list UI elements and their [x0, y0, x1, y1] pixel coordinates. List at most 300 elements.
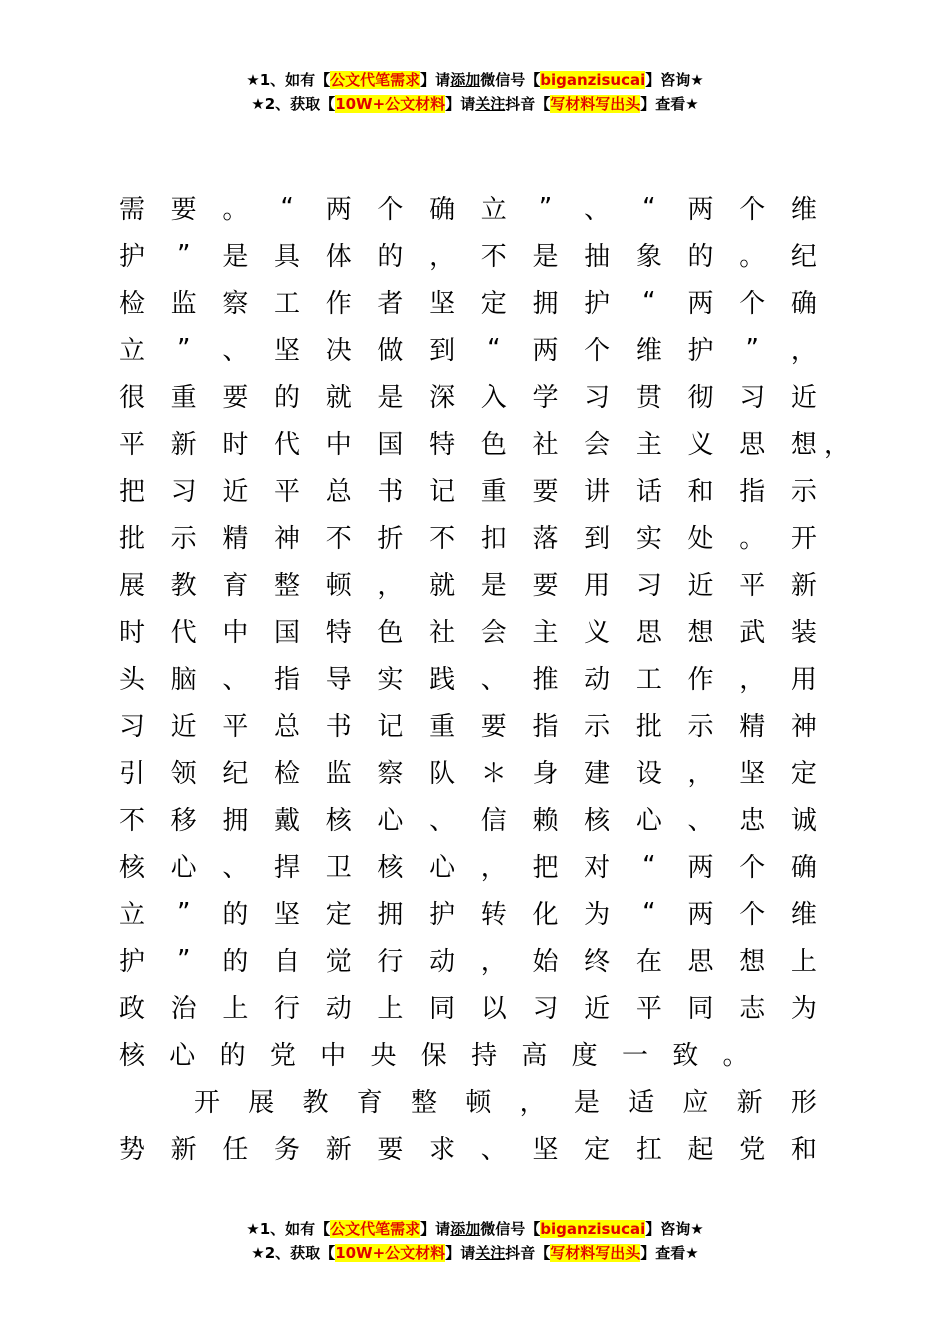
text-line — [118, 1077, 818, 1124]
text-char: 践 — [429, 665, 456, 695]
text-char: 。 — [722, 1041, 749, 1071]
text-char: 装 — [790, 618, 817, 648]
text-char: 、 — [222, 665, 249, 695]
text-char: 定 — [790, 759, 817, 789]
text-char: 近 — [222, 477, 249, 507]
text-char: 、 — [222, 336, 249, 366]
text-char: 入 — [480, 383, 507, 413]
text-char: 重 — [429, 712, 456, 742]
text-char: ， — [429, 242, 456, 272]
text-char: 应 — [682, 1088, 709, 1118]
text-char: 纪 — [222, 759, 249, 789]
text-char: 维 — [635, 336, 662, 366]
text-char: 神 — [274, 524, 301, 554]
text-char: 国 — [274, 618, 301, 648]
text-char: 决 — [325, 336, 352, 366]
text-char: 平 — [222, 712, 249, 742]
text-char: 近 — [170, 712, 197, 742]
text-char: 、 — [222, 853, 249, 883]
text-char: 拥 — [377, 900, 404, 930]
text-char: “ — [642, 897, 656, 928]
text-char: 监 — [170, 289, 197, 319]
text-char: 个 — [739, 900, 766, 930]
text-line — [118, 278, 818, 325]
text-char: 自 — [274, 947, 301, 977]
text-char: 诚 — [790, 806, 817, 836]
text-char: 核 — [118, 853, 145, 883]
text-char: 卫 — [325, 853, 352, 883]
text-char: 时 — [222, 430, 249, 460]
text-char: 定 — [325, 900, 352, 930]
text-char: 纪 — [790, 242, 817, 272]
text-char: 势 — [118, 1135, 145, 1165]
text-line — [118, 325, 818, 372]
text-char: 为 — [790, 994, 817, 1024]
text-line — [118, 795, 818, 842]
highlight-douyin: 写材料写出头 — [550, 1244, 641, 1262]
text-char: 上 — [790, 947, 817, 977]
text-char: “ — [487, 333, 501, 364]
text-line — [118, 889, 818, 936]
text-char: 领 — [170, 759, 197, 789]
text-char: 上 — [222, 994, 249, 1024]
text-char: 对 — [584, 853, 611, 883]
text-char: ” — [176, 333, 191, 364]
text-char: 两 — [325, 195, 352, 225]
text-char: 到 — [429, 336, 456, 366]
text-char: 示 — [584, 712, 611, 742]
text-char: 时 — [118, 618, 145, 648]
text-char: 检 — [274, 759, 301, 789]
text-char: 作 — [687, 665, 714, 695]
text-char: 和 — [687, 477, 714, 507]
text-char: 同 — [429, 994, 456, 1024]
text-char: 赖 — [532, 806, 559, 836]
text-line — [118, 607, 818, 654]
text-char: 确 — [790, 289, 817, 319]
text-char: 。 — [739, 242, 766, 272]
text-char: 社 — [532, 430, 559, 460]
text-char: 重 — [480, 477, 507, 507]
text-char: ” — [176, 897, 191, 928]
text-char: 很 — [118, 383, 145, 413]
text-line — [118, 1030, 818, 1077]
text-char: ” — [745, 333, 759, 364]
text-char: 动 — [325, 994, 352, 1024]
text-char: 致 — [672, 1041, 699, 1071]
text-char: 折 — [377, 524, 404, 554]
text-char: 移 — [170, 806, 197, 836]
text-char: 核 — [325, 806, 352, 836]
text-char: 、 — [429, 806, 456, 836]
banner-line-1: ★1、如有【公文代笔需求】请添加微信号【biganzisucai】咨询★ — [246, 1220, 704, 1238]
text-line — [118, 419, 850, 466]
text-char: 动 — [584, 665, 611, 695]
text-char: 示 — [687, 712, 714, 742]
text-char: 新 — [325, 1135, 352, 1165]
text-char: 护 — [584, 289, 611, 319]
text-char: 心 — [377, 806, 404, 836]
text-char: 戴 — [274, 806, 301, 836]
text-char: 用 — [584, 571, 611, 601]
text-char: 头 — [118, 665, 145, 695]
highlight-wechat-id: biganzisucai — [540, 71, 646, 89]
text-char: 、 — [480, 665, 507, 695]
text-char: 信 — [480, 806, 507, 836]
text-char: 具 — [274, 242, 301, 272]
text-char: 捍 — [274, 853, 301, 883]
text-char: ＊ — [480, 759, 507, 789]
text-char: 精 — [222, 524, 249, 554]
text-char: 代 — [170, 618, 197, 648]
text-char: 行 — [377, 947, 404, 977]
text-char: 化 — [532, 900, 559, 930]
text-char: 确 — [790, 853, 817, 883]
document-body — [118, 184, 850, 1171]
text-char: 到 — [584, 524, 611, 554]
text-char: 习 — [170, 477, 197, 507]
text-char: 学 — [532, 383, 559, 413]
text-char: ， — [480, 853, 507, 883]
text-char: 核 — [118, 1041, 145, 1071]
text-char: 立 — [118, 336, 145, 366]
text-char: 队 — [429, 759, 456, 789]
text-char: 任 — [222, 1135, 249, 1165]
text-char: 两 — [687, 853, 714, 883]
text-char: 一 — [621, 1041, 648, 1071]
text-char: “ — [642, 286, 656, 317]
text-char: 政 — [118, 994, 145, 1024]
text-line — [118, 748, 818, 795]
banner-line-1: ★1、如有【公文代笔需求】请添加微信号【biganzisucai】咨询★ — [246, 71, 704, 89]
text-char: 近 — [687, 571, 714, 601]
text-char: 色 — [377, 618, 404, 648]
text-char: 习 — [584, 383, 611, 413]
text-char: 党 — [739, 1135, 766, 1165]
text-char: 习 — [635, 571, 662, 601]
text-char: 批 — [118, 524, 145, 554]
text-char: 实 — [635, 524, 662, 554]
text-char: 个 — [584, 336, 611, 366]
text-char: 心 — [169, 1041, 196, 1071]
text-char: 开 — [790, 524, 817, 554]
text-char: 顿 — [465, 1088, 492, 1118]
text-char: 神 — [790, 712, 817, 742]
header-banner — [0, 68, 950, 116]
text-char: 讲 — [584, 477, 611, 507]
text-char: 是 — [480, 571, 507, 601]
text-char: ， — [519, 1088, 546, 1118]
text-char: 育 — [222, 571, 249, 601]
text-char: ， — [377, 571, 404, 601]
text-char: ， — [823, 430, 850, 460]
text-char: 定 — [584, 1135, 611, 1165]
text-char: 行 — [274, 994, 301, 1024]
text-line — [118, 654, 818, 701]
text-char: 重 — [170, 383, 197, 413]
text-char: 新 — [170, 1135, 197, 1165]
text-char: 开 — [193, 1088, 220, 1118]
text-char: 书 — [325, 712, 352, 742]
text-char: 平 — [118, 430, 145, 460]
text-char: 作 — [325, 289, 352, 319]
text-char: 检 — [118, 289, 145, 319]
text-char: 整 — [274, 571, 301, 601]
text-char: 。 — [739, 524, 766, 554]
text-char: 武 — [739, 618, 766, 648]
text-char: 持 — [471, 1041, 498, 1071]
text-char: 心 — [635, 806, 662, 836]
text-char: 上 — [377, 994, 404, 1024]
text-char: 用 — [790, 665, 817, 695]
text-char: 治 — [170, 994, 197, 1024]
text-char: “ — [280, 192, 294, 223]
text-char: 特 — [325, 618, 352, 648]
text-char: 扛 — [635, 1135, 662, 1165]
text-char: ” — [176, 239, 191, 270]
text-char: 转 — [480, 900, 507, 930]
text-char: 深 — [429, 383, 456, 413]
text-char: ， — [687, 759, 714, 789]
text-char: 指 — [739, 477, 766, 507]
text-char: 扣 — [480, 524, 507, 554]
text-char: 形 — [790, 1088, 817, 1118]
text-char: 代 — [274, 430, 301, 460]
text-char: 的 — [687, 242, 714, 272]
text-char: 主 — [635, 430, 662, 460]
text-char: 、 — [480, 1135, 507, 1165]
text-char: 身 — [532, 759, 559, 789]
text-char: 是 — [532, 242, 559, 272]
text-char: 展 — [248, 1088, 275, 1118]
text-char: 主 — [532, 618, 559, 648]
text-char: 中 — [222, 618, 249, 648]
text-char: 就 — [325, 383, 352, 413]
text-char: 抽 — [584, 242, 611, 272]
text-char: 社 — [429, 618, 456, 648]
text-char: 思 — [739, 430, 766, 460]
text-char: 思 — [687, 947, 714, 977]
text-char: ， — [739, 665, 766, 695]
highlight-douyin: 写材料写出头 — [550, 95, 641, 113]
text-char: 顿 — [325, 571, 352, 601]
text-char: 动 — [429, 947, 456, 977]
text-line — [118, 372, 818, 419]
text-char: 护 — [118, 242, 145, 272]
text-char: ， — [790, 336, 817, 366]
text-char: 两 — [687, 195, 714, 225]
text-char: 书 — [377, 477, 404, 507]
text-char: 者 — [377, 289, 404, 319]
text-char: 适 — [628, 1088, 655, 1118]
text-char: 新 — [170, 430, 197, 460]
text-char: 平 — [739, 571, 766, 601]
text-char: 务 — [274, 1135, 301, 1165]
text-char: 把 — [532, 853, 559, 883]
text-char: 为 — [584, 900, 611, 930]
footer-banner — [0, 1217, 950, 1265]
text-char: 是 — [573, 1088, 600, 1118]
text-char: 要 — [222, 383, 249, 413]
text-char: 工 — [274, 289, 301, 319]
text-char: 在 — [635, 947, 662, 977]
text-char: 工 — [635, 665, 662, 695]
text-char: 想 — [790, 430, 817, 460]
text-char: 护 — [687, 336, 714, 366]
text-char: 和 — [790, 1135, 817, 1165]
text-char: 觉 — [325, 947, 352, 977]
text-char: 要 — [532, 477, 559, 507]
text-char: ” — [176, 944, 191, 975]
text-char: 想 — [687, 618, 714, 648]
text-char: 护 — [118, 947, 145, 977]
text-char: 思 — [635, 618, 662, 648]
text-char: 把 — [118, 477, 145, 507]
text-char: 坚 — [274, 336, 301, 366]
text-char: 就 — [429, 571, 456, 601]
text-char: 维 — [790, 900, 817, 930]
highlight-writing-service: 公文代笔需求 — [330, 1220, 421, 1238]
text-line — [118, 560, 818, 607]
text-char: 体 — [325, 242, 352, 272]
text-char: 平 — [635, 994, 662, 1024]
text-char: 习 — [532, 994, 559, 1024]
text-char: ， — [480, 947, 507, 977]
text-char: 处 — [687, 524, 714, 554]
text-char: 立 — [480, 195, 507, 225]
text-char: 的 — [222, 947, 249, 977]
text-char: 的 — [377, 242, 404, 272]
text-line — [118, 1124, 818, 1171]
text-char: 导 — [325, 665, 352, 695]
text-char: 党 — [269, 1041, 296, 1071]
banner-line-2: ★2、获取【10W+公文材料】请关注抖音【写材料写出头】查看★ — [251, 95, 699, 113]
text-line — [118, 513, 818, 560]
text-char: 习 — [118, 712, 145, 742]
text-char: 坚 — [532, 1135, 559, 1165]
text-char: 育 — [356, 1088, 383, 1118]
text-char: 同 — [687, 994, 714, 1024]
text-char: 两 — [532, 336, 559, 366]
text-char: 维 — [790, 195, 817, 225]
text-char: 的 — [274, 383, 301, 413]
text-char: 的 — [222, 900, 249, 930]
text-char: 教 — [302, 1088, 329, 1118]
text-char: 中 — [325, 430, 352, 460]
text-char: 实 — [377, 665, 404, 695]
text-char: 近 — [790, 383, 817, 413]
text-char: 会 — [480, 618, 507, 648]
text-char: 记 — [377, 712, 404, 742]
text-char: 个 — [739, 195, 766, 225]
text-char: 象 — [635, 242, 662, 272]
text-char: 两 — [687, 900, 714, 930]
text-char: 脑 — [170, 665, 197, 695]
text-char: 新 — [790, 571, 817, 601]
text-char: 国 — [377, 430, 404, 460]
text-char: 指 — [274, 665, 301, 695]
text-char: 记 — [429, 477, 456, 507]
banner-line-2: ★2、获取【10W+公文材料】请关注抖音【写材料写出头】查看★ — [251, 1244, 699, 1262]
text-char: 设 — [635, 759, 662, 789]
text-char: 总 — [274, 712, 301, 742]
text-char: 想 — [739, 947, 766, 977]
text-char: 个 — [377, 195, 404, 225]
text-char: 批 — [635, 712, 662, 742]
text-char: 引 — [118, 759, 145, 789]
text-char: 核 — [377, 853, 404, 883]
text-char: 新 — [736, 1088, 763, 1118]
text-char: 监 — [325, 759, 352, 789]
text-char: 定 — [480, 289, 507, 319]
text-char: 建 — [584, 759, 611, 789]
text-char: “ — [642, 850, 656, 881]
text-char: 不 — [480, 242, 507, 272]
text-char: 志 — [739, 994, 766, 1024]
text-line — [118, 842, 818, 889]
text-char: 示 — [790, 477, 817, 507]
text-char: 坚 — [429, 289, 456, 319]
text-char: 要 — [532, 571, 559, 601]
text-char: 、 — [584, 195, 611, 225]
text-line — [118, 936, 818, 983]
highlight-writing-service: 公文代笔需求 — [330, 71, 421, 89]
text-char: 会 — [584, 430, 611, 460]
text-line — [118, 466, 818, 513]
text-line — [118, 184, 818, 231]
text-char: 教 — [170, 571, 197, 601]
text-char: 义 — [584, 618, 611, 648]
text-char: 示 — [170, 524, 197, 554]
text-char: 平 — [274, 477, 301, 507]
text-char: 是 — [222, 242, 249, 272]
text-char: 总 — [325, 477, 352, 507]
text-char: 心 — [170, 853, 197, 883]
text-char: 近 — [584, 994, 611, 1024]
text-char: 立 — [118, 900, 145, 930]
text-char: 以 — [480, 994, 507, 1024]
highlight-materials: 10W+公文材料 — [335, 95, 446, 113]
text-char: 整 — [411, 1088, 438, 1118]
text-char: 核 — [584, 806, 611, 836]
text-char: 个 — [739, 853, 766, 883]
text-char: 护 — [429, 900, 456, 930]
text-char: 保 — [420, 1041, 447, 1071]
text-char: 精 — [739, 712, 766, 742]
text-char: 确 — [429, 195, 456, 225]
text-char: 终 — [584, 947, 611, 977]
text-char: 个 — [739, 289, 766, 319]
text-char: 落 — [532, 524, 559, 554]
text-char: 坚 — [274, 900, 301, 930]
text-char: 不 — [429, 524, 456, 554]
text-char: 习 — [739, 383, 766, 413]
text-char: “ — [642, 192, 656, 223]
text-char: 察 — [377, 759, 404, 789]
text-char: 拥 — [222, 806, 249, 836]
text-char: 彻 — [687, 383, 714, 413]
highlight-wechat-id: biganzisucai — [540, 1220, 646, 1238]
text-char: 察 — [222, 289, 249, 319]
text-char: 求 — [429, 1135, 456, 1165]
text-char: 不 — [325, 524, 352, 554]
text-char: 忠 — [739, 806, 766, 836]
text-char: 中 — [320, 1041, 347, 1071]
text-char: 需 — [118, 195, 145, 225]
text-char: 、 — [687, 806, 714, 836]
text-char: 高 — [521, 1041, 548, 1071]
text-char: 坚 — [739, 759, 766, 789]
